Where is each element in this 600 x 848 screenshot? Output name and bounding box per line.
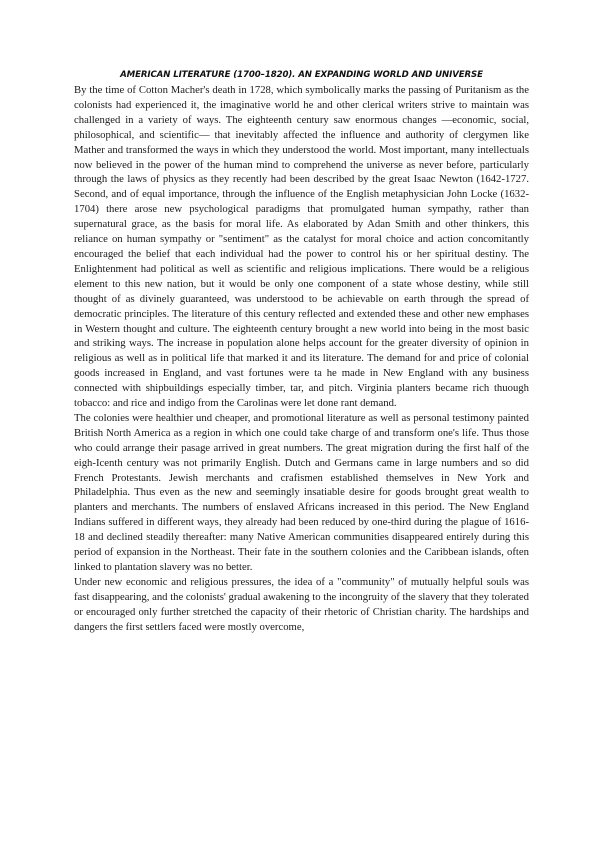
document-title: AMERICAN LITERATURE (1700–1820). AN EXPANDING WORLD AND UNIVERSE	[120, 70, 483, 80]
paragraph-3: Under new economic and religious pressures, the idea of a "community" of mutually helpful souls was fast disappearing, and the colonists' gradual awakening to the incongruity of the slavery that they tolerated or encouraged only further stretched the capacity of their rhetoric of Christian charity. The hardships and dangers the first settlers faced were mostly overcome,	[74, 575, 529, 633]
paragraph-1: By the time of Cotton Macher's death in 1728, which symbolically marks the passing of Puritanism as the colonists had experienced it, the imaginative world he and other clerical writers strive to maintain was challenged in a variety of ways. The eighteenth century saw enormous changes —economic, social, philosophical, and scientific— that inevitably affected the influence and authority of clergymen like Mather and transformed the ways in which they understood the world. Most important, many intellectuals now believed in the power of the human mind to comprehend the universe as never before, particularly through the laws of physics as they recently had been described by the great Isaac Newton (1642-1727. Second, and of equal importance, through the influence of the English metaphysician John Locke (1632-1704) there arose new psychological paradigms that promulgated human sympathy, rather than supernatural grace, as the basis for moral life. As elaborated by Adan Smith and other thinkers, this reliance on human sympathy or "sentiment" as the catalyst for moral choice and action concomitantly encouraged the belief that each individual had the power to control his or her spiritual destiny. The Enlightenment had political as well as scientific and religious implications. There would be a religious element to this new nation, but it would be only one component of a state whose destiny, while still thought of as divinely guaranteed, was understood to be achievable on earth through the spread of democratic principles. The literature of this century reflected and extended these and other new emphases in Western thought and culture. The eighteenth century brought a new world into being in the most basic and striking ways. The increase in population alone helps account for the greater diversity of opinion in religious as well as in political life that marked it and its literature. The demand for and price of colonial goods increased in England, and vast fortunes were ta he made in New England with any business connected with shipbuildings especially timber, tar, and pitch. Virginia planters became rich thuough tobacco: and rice and indigo from the Carolinas were let done rant demand.	[74, 84, 529, 410]
paragraph-2: The colonies were healthier und cheaper, and promotional literature as well as personal testimony painted British North America as a region in which one could take charge of and transform one's life. Thus those who could arrange their pasage arrived in great numbers. The great migration during the first half of the eigh-Icenth century was not primarily English. Dutch and Germans came in large numbers and so did French Protestants. Jewish merchants and crafismen established themselves in New York and Philadelphia. Thus even as the new and seemingly insatiable desire for goods brought great wealth to planters and merchants. The numbers of enslaved Africans increased in this period. The New England Indians suffered in different ways, they already had been reduced by one-third during the plague of 1616-18 and declined steadily thereafter: many Native American communities disappeared entirely during this period of expansion in the Northeast. Their fate in the southern colonies and the Caribbean islands, often linked to plantation slavery was no better.	[74, 411, 529, 573]
